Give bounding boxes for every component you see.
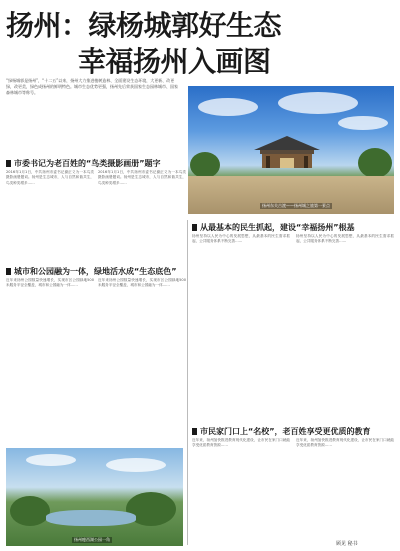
section-bar-icon: [192, 224, 197, 231]
section-2-col-2: 近年来扬州公园数量快速增长，实现市区公园绿地500米服务半径全覆盖，城市和公园融为一体……: [98, 278, 186, 288]
section-3-heading: [192, 222, 355, 233]
section-1-col-1: 2016年1月1日，中共扬州市委书记谢正义为一本鸟类摄影画册题词。扬州是生态城市，人与自然和谐共生，鸟类种类增多……: [6, 170, 94, 185]
photo-bottom-caption: 扬州瘦西湖公园一角: [74, 537, 110, 542]
section-bar-icon: [6, 268, 11, 275]
section-1-title: 市委书记为老百姓的“鸟类摄影画册”题字: [14, 159, 161, 168]
section-4-col-2: 近年来，扬州加快推进教育现代化建设，让市民在家门口就能享受优质教育资源……: [296, 438, 394, 448]
photo-pavilion-plaza: [188, 86, 394, 214]
section-3-col-1: 扬州坚持以人民为中心的发展思想，从最基本的民生需求抓起，公共服务体系不断完善……: [192, 234, 290, 244]
headline-line-1: 扬州：绿杨城郭好生态: [6, 9, 282, 42]
section-1-col-2: 2016年1月1日，中共扬州市委书记谢正义为一本鸟类摄影画册题词。扬州是生态城市，人与自然和谐共生，鸟类种类增多……: [98, 170, 186, 185]
section-3-title: 从最基本的民生抓起，建设“幸福扬州”根基: [200, 223, 355, 232]
section-2-title: 城市和公园融为一体，绿地活水成“生态底色”: [14, 267, 177, 276]
section-bar-icon: [6, 160, 11, 167]
pavilion-illustration: [250, 132, 324, 172]
section-4-title: 市民家门口上“名校”，老百姓享受更优质的教育: [200, 427, 371, 436]
section-4-heading: [192, 426, 371, 437]
section-2-col-1: 近年来扬州公园数量快速增长，实现市区公园绿地500米服务半径全覆盖，城市和公园融为一体……: [6, 278, 94, 288]
column-rule: [187, 220, 188, 545]
section-2-heading: [6, 266, 177, 277]
headline-line-2: 幸福扬州入画图: [78, 45, 271, 78]
section-bar-icon: [192, 428, 197, 435]
lead-paragraph: “绿杨城郭是扬州”，“十二五”以来，扬州大力推进植树造林、全面建设生态环境，大更新、改更绿，改更美，绿色成扬州的鲜明特色。城市生态优势更强，扬州先后荣获国家生态园林城市、国家森林城市等称号。: [6, 78, 178, 95]
section-3-col-2: 扬州坚持以人民为中心的发展思想，从最基本的民生需求抓起，公共服务体系不断完善……: [296, 234, 394, 244]
section-1-heading: [6, 158, 161, 169]
photo-top-caption: 扬州东关古渡——扬州城之旅第一景点: [262, 203, 330, 208]
photo-park-lake: [6, 448, 183, 546]
signature: 顾见 秘书: [336, 541, 358, 547]
section-4-col-1: 近年来，扬州加快推进教育现代化建设，让市民在家门口就能享受优质教育资源……: [192, 438, 290, 448]
